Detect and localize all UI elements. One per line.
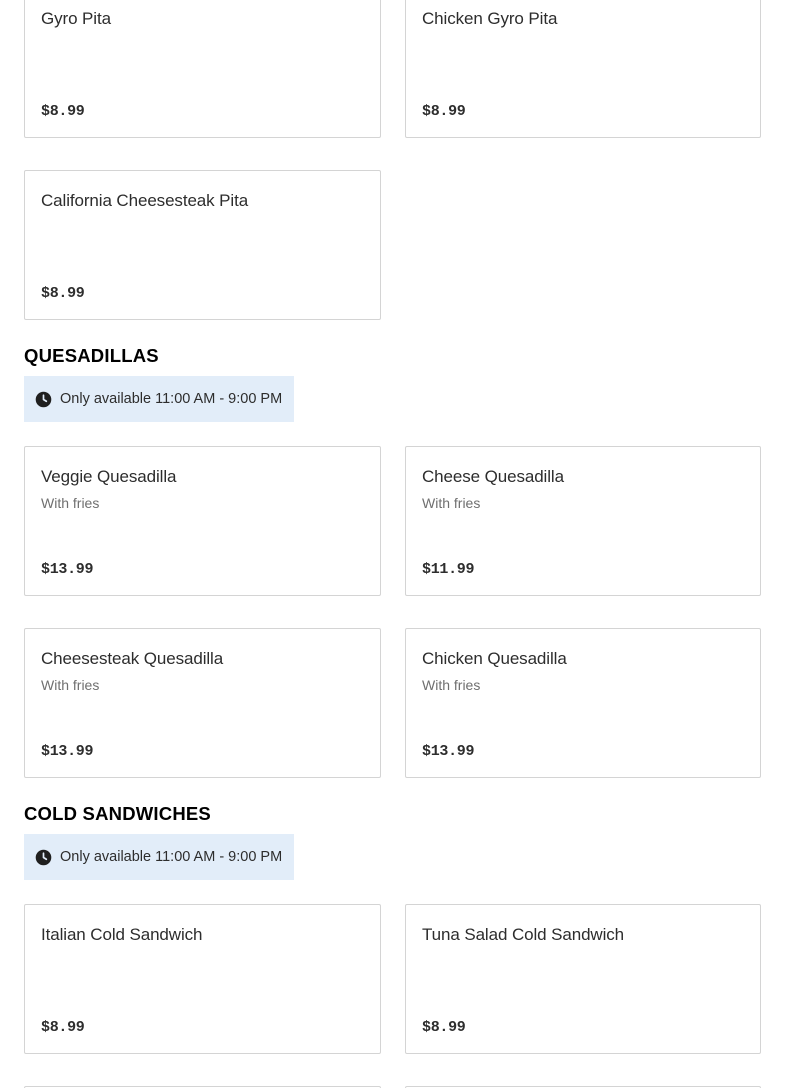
menu-item-price: $11.99 (422, 561, 475, 578)
menu-item-card[interactable] (24, 170, 381, 320)
menu-item-card[interactable] (24, 904, 381, 1054)
menu-item-card[interactable] (405, 628, 761, 778)
menu-item-price: $13.99 (41, 561, 94, 578)
menu-item-card[interactable] (405, 0, 761, 138)
availability-text: Only available 11:00 AM - 9:00 PM (60, 391, 283, 407)
menu-item-price: $8.99 (422, 1019, 466, 1036)
menu-item-card[interactable] (24, 628, 381, 778)
menu-item-price: $13.99 (422, 743, 475, 760)
menu-item-price: $8.99 (41, 103, 85, 120)
menu-item-description: With fries (41, 495, 100, 511)
menu-item-description: With fries (41, 677, 100, 693)
menu-item-name: Cheese Quesadilla (422, 467, 564, 486)
availability-text: Only available 11:00 AM - 9:00 PM (60, 849, 283, 865)
menu-item-name: Italian Cold Sandwich (41, 925, 203, 944)
menu-item-price: $8.99 (422, 103, 466, 120)
menu-item-name: Veggie Quesadilla (41, 467, 177, 486)
menu-item-card[interactable] (405, 446, 761, 596)
menu-item-price: $8.99 (41, 1019, 85, 1036)
menu-item-price: $13.99 (41, 743, 94, 760)
availability-banner (24, 376, 294, 422)
menu-item-name: Chicken Gyro Pita (422, 9, 558, 28)
section-title-cold-sandwiches: COLD SANDWICHES (24, 803, 211, 824)
clock-icon (35, 391, 52, 408)
menu-item-name: Cheesesteak Quesadilla (41, 649, 224, 668)
menu-item-card[interactable] (24, 446, 381, 596)
section-title-quesadillas: QUESADILLAS (24, 345, 159, 366)
menu-item-card[interactable] (24, 0, 381, 138)
menu-item-name: California Cheesesteak Pita (41, 191, 249, 210)
availability-banner (24, 834, 294, 880)
menu-item-name: Tuna Salad Cold Sandwich (422, 925, 625, 944)
menu-item-description: With fries (422, 677, 481, 693)
clock-icon (35, 849, 52, 866)
menu-item-card[interactable] (405, 904, 761, 1054)
menu-item-description: With fries (422, 495, 481, 511)
menu-item-price: $8.99 (41, 285, 85, 302)
menu-item-name: Chicken Quesadilla (422, 649, 567, 668)
menu-item-name: Gyro Pita (41, 9, 111, 28)
